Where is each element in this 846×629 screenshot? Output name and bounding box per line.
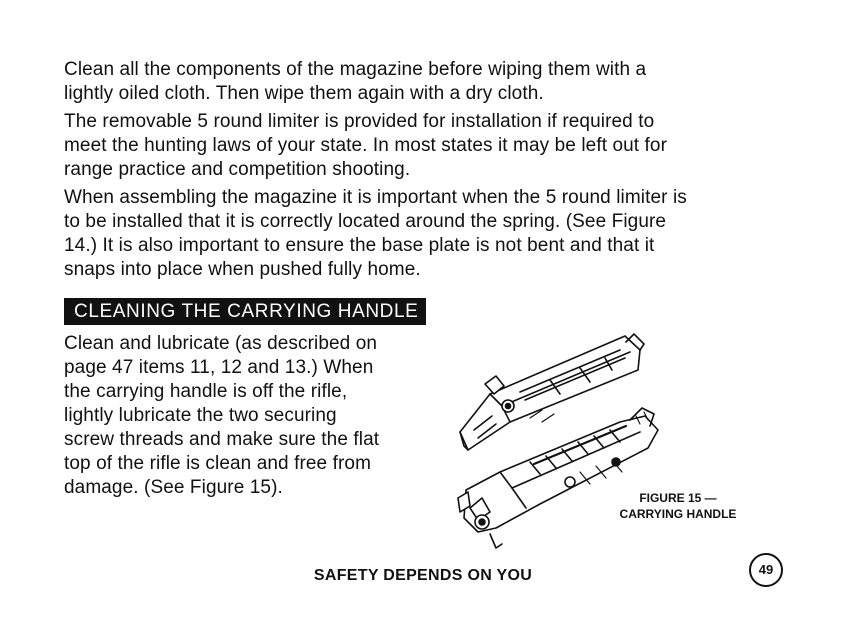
paragraph-magazine-assembly: [64, 186, 784, 282]
text-line: to be installed that it is correctly located around the spring. (See Figure: [64, 211, 667, 232]
text-line: Clean and lubricate (as described on: [64, 333, 378, 354]
paragraph-round-limiter: [64, 110, 784, 182]
section-heading: CLEANING THE CARRYING HANDLE: [64, 298, 426, 325]
figure-caption: [588, 490, 768, 522]
text-line: 14.) It is also important to ensure the base plate is not bent and that it: [64, 235, 655, 256]
footer-slogan: SAFETY DEPENDS ON YOU: [313, 567, 533, 584]
text-line: page 47 items 11, 12 and 13.) When: [64, 357, 374, 378]
text-line: lightly lubricate the two securing: [64, 405, 337, 426]
page-number: 49: [749, 553, 783, 587]
text-line: Clean all the components of the magazine before wiping them with a: [64, 59, 647, 80]
caption-line: CARRYING HANDLE: [619, 507, 737, 521]
text-line: The removable 5 round limiter is provided for installation if required to: [64, 111, 655, 132]
text-line: range practice and competition shooting.: [64, 159, 411, 180]
text-line: the carrying handle is off the rifle,: [64, 381, 348, 402]
paragraph-magazine-cleaning: [64, 58, 784, 106]
text-line: lightly oiled cloth. Then wipe them again with a dry cloth.: [64, 83, 544, 104]
text-line: When assembling the magazine it is important when the 5 round limiter is: [64, 187, 687, 208]
text-line: meet the hunting laws of your state. In most states it may be left out for: [64, 135, 668, 156]
text-line: snaps into place when pushed fully home.: [64, 259, 421, 280]
caption-line: FIGURE 15 —: [639, 491, 717, 505]
text-line: screw threads and make sure the flat: [64, 429, 380, 450]
text-line: damage. (See Figure 15).: [64, 477, 283, 498]
paragraph-carrying-handle: [64, 332, 444, 500]
text-line: top of the rifle is clean and free from: [64, 453, 371, 474]
